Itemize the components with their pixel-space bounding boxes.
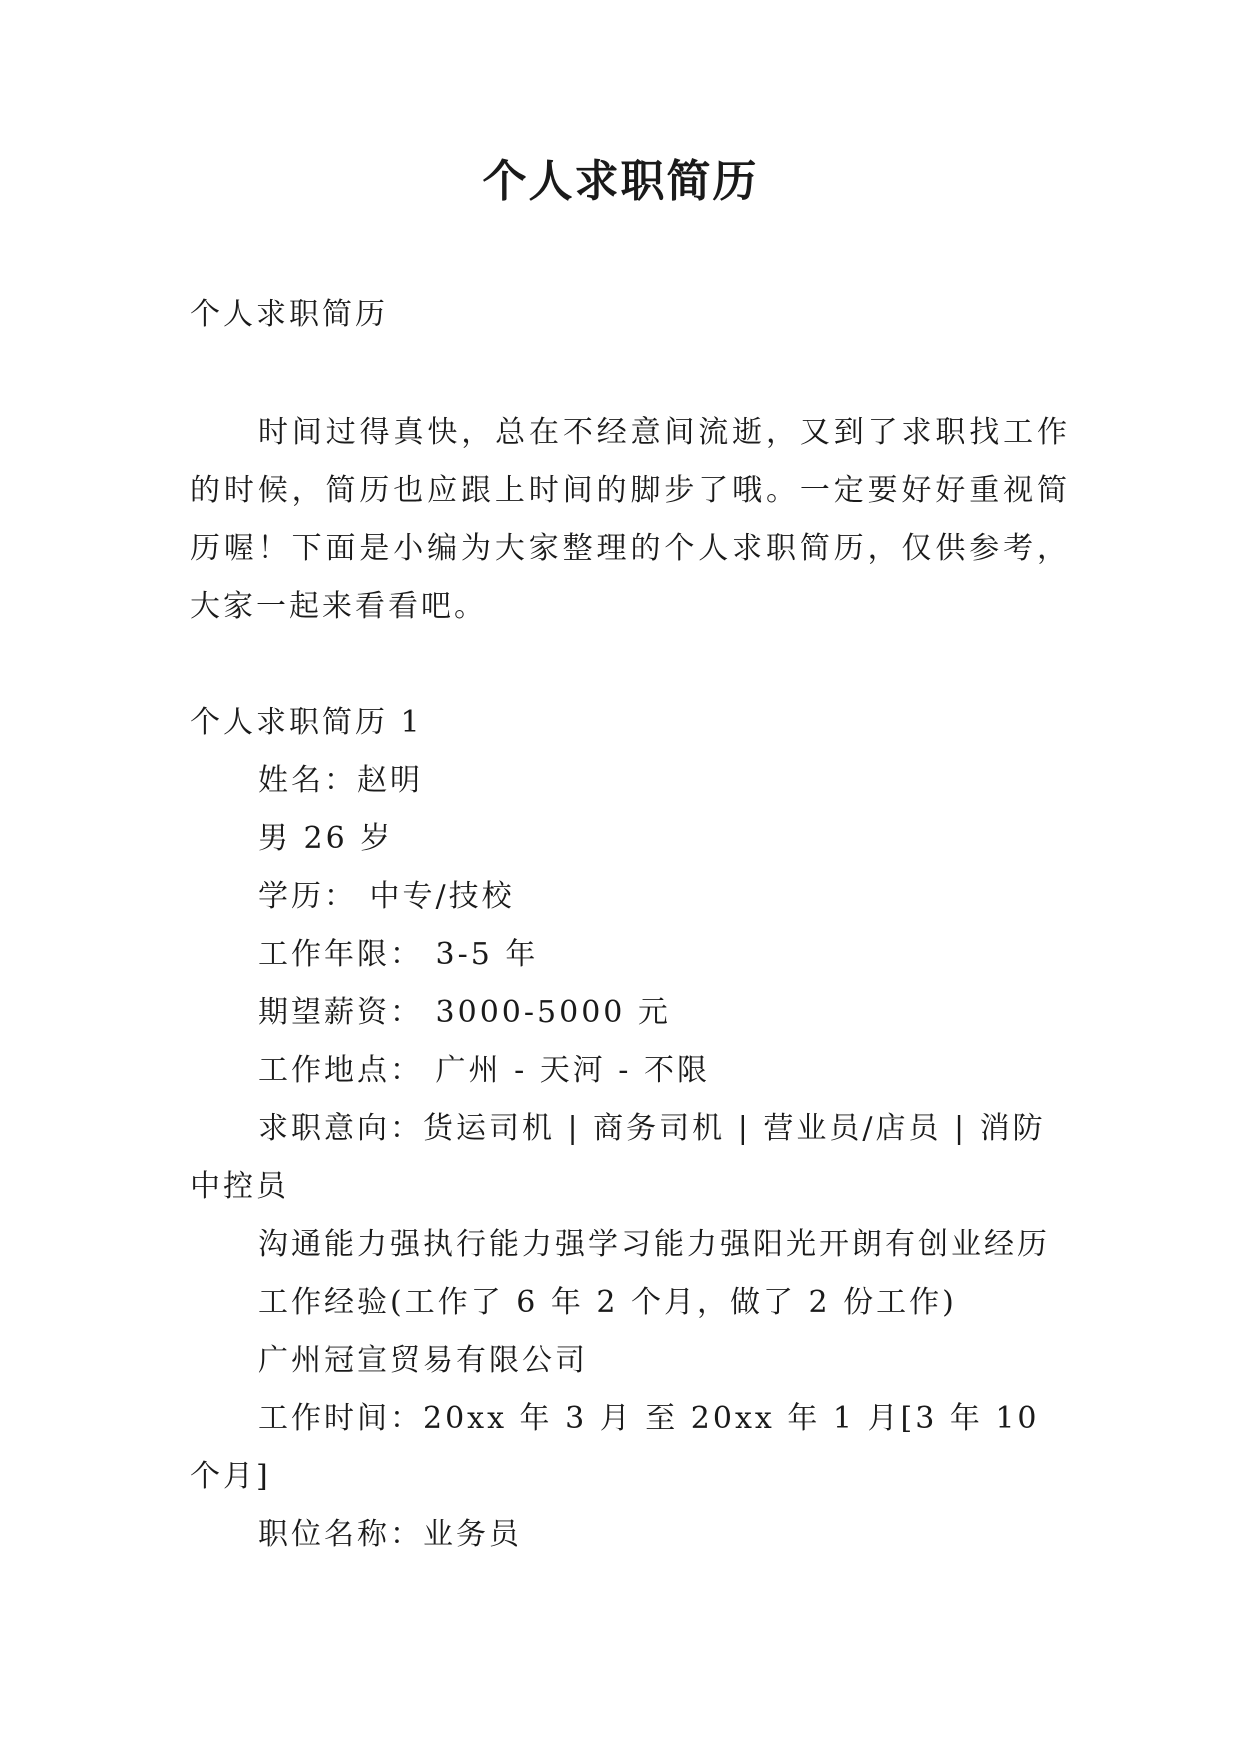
info-line-traits: 沟通能力强执行能力强学习能力强阳光开朗有创业经历 xyxy=(258,1227,1050,1262)
info-line-name: 姓名：赵明 xyxy=(258,763,423,798)
info-line-experience: 工作经验(工作了 6 年 2 个月，做了 2 份工作) xyxy=(258,1285,957,1320)
info-line-work-time: 工作时间：20xx 年 3 月 至 20xx 年 1 月[3 年 10 个月] xyxy=(190,1401,1040,1494)
intro-paragraph: 时间过得真快，总在不经意间流逝，又到了求职找工作的时候，简历也应跟上时间的脚步了哦。一定要好好重视简历喔！下面是小编为大家整理的个人求职简历，仅供参考，大家一起来看看吧。 xyxy=(190,415,1070,624)
info-line-gender-age: 男 26 岁 xyxy=(258,821,394,856)
subheading: 个人求职简历 xyxy=(190,297,388,332)
info-line-work-years: 工作年限： 3-5 年 xyxy=(258,937,539,972)
info-line-position: 职位名称：业务员 xyxy=(258,1517,522,1552)
info-line-education: 学历： 中专/技校 xyxy=(258,879,515,914)
document-title: 个人求职简历 xyxy=(482,156,759,207)
section-heading: 个人求职简历 1 xyxy=(190,705,423,740)
info-line-company: 广州冠宣贸易有限公司 xyxy=(258,1343,588,1378)
info-line-location: 工作地点： 广州 - 天河 - 不限 xyxy=(258,1053,710,1088)
info-line-salary: 期望薪资： 3000-5000 元 xyxy=(258,995,671,1030)
document-body xyxy=(190,286,1070,1564)
info-line-intent: 求职意向：货运司机 | 商务司机 | 营业员/店员 | 消防中控员 xyxy=(190,1111,1046,1204)
